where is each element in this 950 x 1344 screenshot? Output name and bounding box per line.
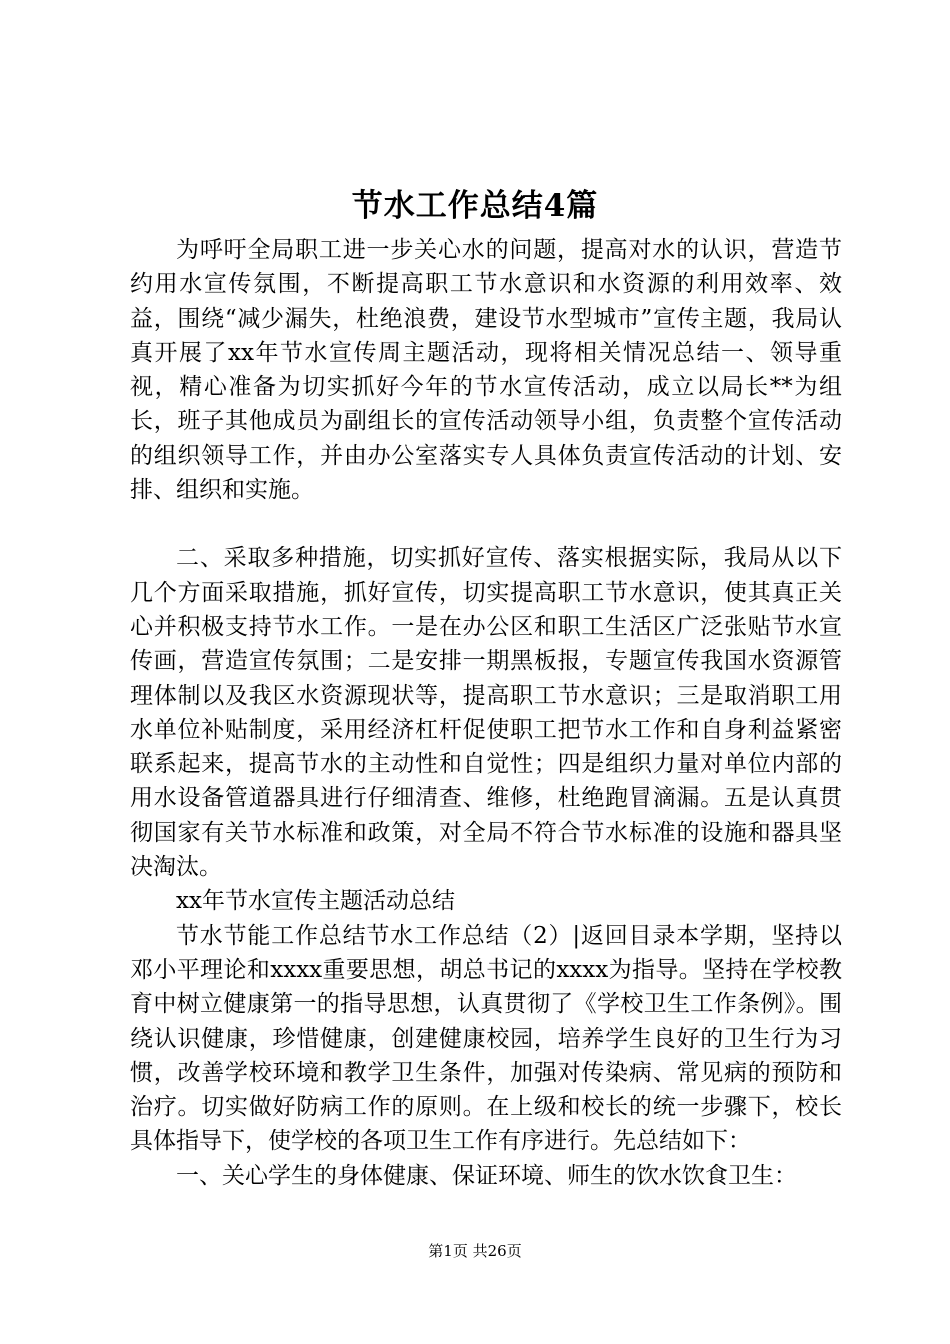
paragraph-subtitle: xx年节水宣传主题活动总结 bbox=[176, 888, 455, 915]
paragraph-section-one: 一、关心学生的身体健康、保证环境、师生的饮水饮食卫生： bbox=[176, 1162, 797, 1189]
paragraph-intro: 为呼吁全局职工进一步关心水的问题，提高对水的认识，营造节约用水宣传氛围，不断提高职工节水意识和水资源的利用效率、效益，围绕“减少漏失，杜绝浪费，建设节水型城市”宣传主题，我局认真开展了xx年节水宣传周主题活动，现将相关情况总结一、领导重视，精心准备为切实抓好今年的节水宣传活动，成立以局长**为组长，班子其他成员为副组长的宣传活动领导小组，负责整个宣传活动的组织领导工作，并由办公室落实专人具体负责宣传活动的计划、安排、组织和实施。 bbox=[130, 237, 842, 504]
paragraph-measures: 二、采取多种措施，切实抓好宣传、落实根据实际，我局从以下几个方面采取措施，抓好宣传，切实提高职工节水意识，使其真正关心并积极支持节水工作。一是在办公区和职工生活区广泛张贴节水宣传画，营造宣传氛围；二是安排一期黑板报，专题宣传我国水资源管理体制以及我区水资源现状等，提高职工节水意识；三是取消职工用水单位补贴制度，采用经济杠杆促使职工把节水工作和自身利益紧密联系起来，提高节水的主动性和自觉性；四是组织力量对单位内部的用水设备管道器具进行仔细清查、维修，杜绝跑冒滴漏。五是认真贯彻国家有关节水标准和政策，对全局不符合节水标准的设施和器具坚决淘汰。 bbox=[130, 545, 842, 881]
document-title: 节水工作总结4篇 bbox=[351, 188, 599, 224]
document-body bbox=[130, 233, 842, 1193]
page-footer: 第1页 共26页 bbox=[428, 1242, 522, 1260]
paragraph-school-summary: 节水节能工作总结节水工作总结（2）|返回目录本学期，坚持以邓小平理论和xxxx重要思想，胡总书记的xxxx为指导。坚持在学校教育中树立健康第一的指导思想，认真贯彻了《学校卫生工作条例》。围绕认识健康，珍惜健康，创建健康校园，培养学生良好的卫生行为习惯，改善学校环境和教学卫生条件，加强对传染病、常见病的预防和治疗。切实做好防病工作的原则。在上级和校长的统一步骤下，校长具体指导下，使学校的各项卫生工作有序进行。先总结如下： bbox=[130, 922, 842, 1155]
